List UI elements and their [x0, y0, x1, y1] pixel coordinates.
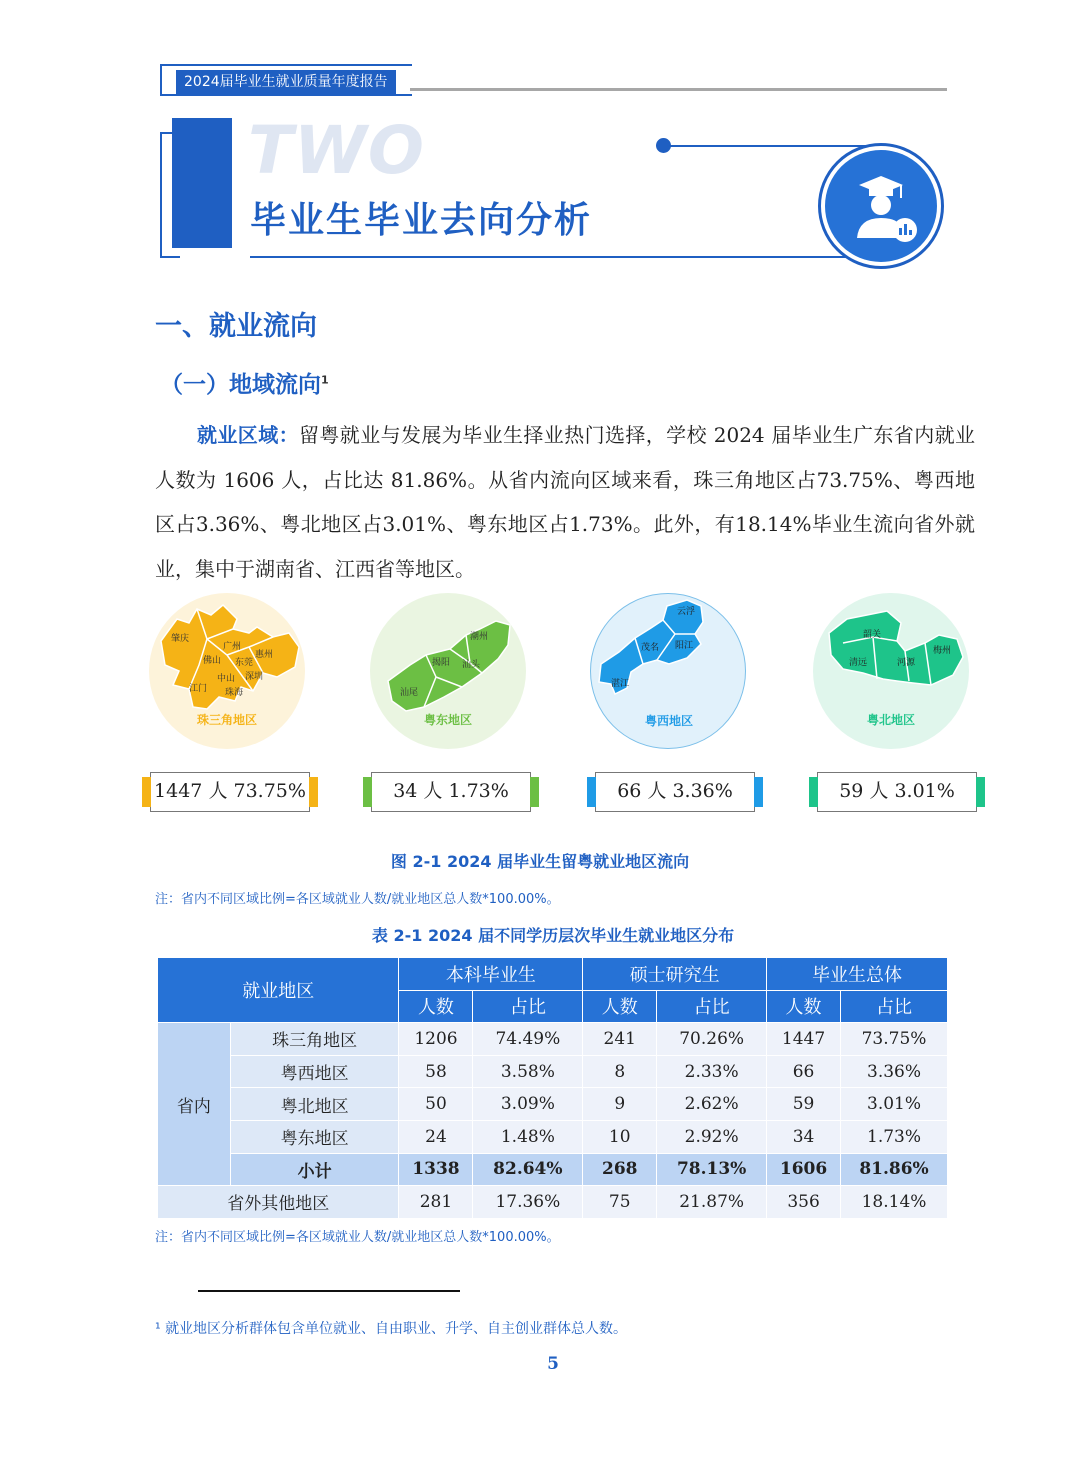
chapter-dot-line — [664, 145, 874, 147]
table-cell: 356 — [767, 1186, 841, 1219]
header-count: 人数 — [399, 990, 473, 1023]
table-cell: 58 — [399, 1055, 473, 1088]
header-ratio: 占比 — [657, 990, 767, 1023]
table-cell: 粤东地区 — [230, 1120, 399, 1153]
chapter-title: 毕业生毕业去向分析 — [250, 200, 593, 241]
table-cell: 小计 — [230, 1153, 399, 1186]
table-cell: 3.36% — [841, 1055, 948, 1088]
table-cell: 18.14% — [841, 1186, 948, 1219]
table-row — [158, 1186, 948, 1219]
city-label: 深圳 — [245, 672, 264, 682]
table-cell: 50 — [399, 1088, 473, 1121]
table-cell: 78.13% — [657, 1153, 767, 1186]
chapter-emblem — [825, 150, 937, 262]
table-cell: 73.75% — [841, 1023, 948, 1056]
stat-value: 66 人 3.36% — [617, 780, 733, 802]
table-cell: 59 — [767, 1088, 841, 1121]
table-cell: 3.01% — [841, 1088, 948, 1121]
city-label: 汕头 — [462, 660, 481, 670]
table-row — [158, 1055, 948, 1088]
city-label: 肇庆 — [171, 634, 190, 644]
header-rule — [410, 88, 947, 91]
map-east-guangdong — [370, 593, 526, 749]
city-label: 河源 — [897, 658, 916, 668]
table-cell: 1338 — [399, 1153, 473, 1186]
figure-note: 注：省内不同区域比例=各区域就业人数/就业地区总人数*100.00%。 — [155, 892, 560, 907]
stat-bracket — [309, 777, 318, 807]
figure-caption: 图 2-1 2024 届毕业生留粤就业地区流向 — [390, 852, 690, 871]
city-label: 广州 — [223, 642, 242, 652]
table-note: 注：省内不同区域比例=各区域就业人数/就业地区总人数*100.00%。 — [155, 1230, 560, 1245]
table-caption: 表 2-1 2024 届不同学历层次毕业生就业地区分布 — [371, 926, 735, 945]
region-distribution-table — [157, 957, 948, 1219]
table-cell: 粤西地区 — [230, 1055, 399, 1088]
city-label: 阳江 — [675, 641, 694, 651]
table-row — [158, 1088, 948, 1121]
map-north-guangdong — [813, 593, 969, 749]
table-cell: 281 — [399, 1186, 473, 1219]
city-label: 汕尾 — [400, 688, 419, 698]
stat-bracket — [809, 777, 818, 807]
stat-box-pearl-river-delta — [150, 772, 310, 812]
table-cell: 1.73% — [841, 1120, 948, 1153]
table-cell: 241 — [583, 1023, 657, 1056]
table-cell: 268 — [583, 1153, 657, 1186]
table-cell: 34 — [767, 1120, 841, 1153]
table-cell: 17.36% — [473, 1186, 583, 1219]
subsection-title: （一）地域流向$^1$ — [160, 372, 329, 398]
city-label: 东莞 — [235, 658, 254, 668]
stat-value: 1447 人 73.75% — [154, 780, 306, 802]
chapter-tag: TWO — [248, 112, 425, 189]
chapter-bar — [172, 118, 232, 248]
header-group: 硕士研究生 — [583, 958, 767, 991]
table-cell: 9 — [583, 1088, 657, 1121]
stat-bracket — [142, 777, 151, 807]
chapter-dot — [656, 138, 671, 153]
footnote: ¹ 就业地区分析群体包含单位就业、自由职业、升学、自主创业群体总人数。 — [155, 1321, 628, 1337]
city-label: 潮州 — [470, 632, 489, 642]
table-cell: 24 — [399, 1120, 473, 1153]
table-cell: 1.48% — [473, 1120, 583, 1153]
stat-box-east-guangdong — [371, 772, 531, 812]
city-label: 湛江 — [611, 679, 630, 689]
header-count: 人数 — [583, 990, 657, 1023]
table-cell: 82.64% — [473, 1153, 583, 1186]
city-label: 揭阳 — [432, 658, 451, 668]
stat-bracket — [587, 777, 596, 807]
header-count: 人数 — [767, 990, 841, 1023]
city-label: 江门 — [189, 684, 208, 694]
table-cell: 81.86% — [841, 1153, 948, 1186]
city-label: 佛山 — [203, 656, 222, 666]
city-label: 梅州 — [933, 646, 952, 656]
table-cell: 2.33% — [657, 1055, 767, 1088]
stat-value: 34 人 1.73% — [393, 780, 509, 802]
stat-box-north-guangdong — [817, 772, 977, 812]
city-label: 清远 — [849, 658, 868, 668]
stat-bracket — [754, 777, 763, 807]
table-row — [158, 1023, 948, 1056]
stat-box-west-guangdong — [595, 772, 755, 812]
table-cell: 3.58% — [473, 1055, 583, 1088]
header-ratio: 占比 — [841, 990, 948, 1023]
footnote-mark: 1 — [321, 373, 329, 387]
stat-value: 59 人 3.01% — [839, 780, 955, 802]
table-row — [158, 1120, 948, 1153]
table-cell: 2.92% — [657, 1120, 767, 1153]
table-cell: 1206 — [399, 1023, 473, 1056]
table-cell: 粤北地区 — [230, 1088, 399, 1121]
header-group: 毕业生总体 — [767, 958, 948, 991]
map-region-label: 粤北地区 — [866, 713, 915, 727]
header-group: 本科毕业生 — [399, 958, 583, 991]
paragraph-lead: 就业区域： — [197, 423, 299, 447]
table-cell: 10 — [583, 1120, 657, 1153]
table-cell: 66 — [767, 1055, 841, 1088]
city-label: 云浮 — [677, 607, 696, 617]
city-label: 珠海 — [225, 688, 244, 698]
table-cell: 8 — [583, 1055, 657, 1088]
table-cell: 70.26% — [657, 1023, 767, 1056]
city-label: 韶关 — [863, 630, 882, 640]
report-title: 2024届毕业生就业质量年度报告 — [176, 70, 396, 94]
map-region-label: 珠三角地区 — [196, 713, 257, 727]
table-cell: 74.49% — [473, 1023, 583, 1056]
stat-bracket — [976, 777, 985, 807]
table-cell: 75 — [583, 1186, 657, 1219]
table-cell: 省外其他地区 — [158, 1186, 399, 1219]
table-cell: 1447 — [767, 1023, 841, 1056]
page-number: 5 — [547, 1354, 559, 1374]
table-cell: 2.62% — [657, 1088, 767, 1121]
table-subtotal-row — [158, 1153, 948, 1186]
table-cell: 3.09% — [473, 1088, 583, 1121]
header-region: 就业地区 — [158, 958, 399, 1023]
graduate-icon — [825, 150, 937, 262]
province-label: 省内 — [158, 1023, 231, 1186]
city-label: 惠州 — [255, 650, 274, 660]
city-label: 中山 — [217, 674, 236, 684]
table-cell: 21.87% — [657, 1186, 767, 1219]
table-cell: 1606 — [767, 1153, 841, 1186]
chapter-underline — [250, 256, 880, 258]
paragraph-body: 留粤就业与发展为毕业生择业热门选择，学校 2024 届毕业生广东省内就业人数为 1606 人，占比达 81.86%。从省内流向区域来看，珠三角地区占73.75%、粤西地区占3.36%、粤北地区占3.01%、粤东地区占1.73%。此外，有18.14%毕业生流向省外就业，集中于湖南省、江西省等地区。 — [155, 423, 975, 581]
section-title: 一、就业流向 — [155, 311, 317, 342]
header-ratio: 占比 — [473, 990, 583, 1023]
stat-bracket — [530, 777, 539, 807]
map-west-guangdong — [590, 593, 746, 749]
map-region-label: 粤东地区 — [423, 713, 472, 727]
city-label: 茂名 — [641, 643, 660, 653]
map-pearl-river-delta — [149, 593, 305, 749]
map-region-label: 粤西地区 — [644, 714, 693, 728]
body-paragraph — [155, 413, 975, 591]
footnote-rule — [198, 1290, 460, 1292]
table-header-row — [158, 958, 948, 991]
stat-bracket — [363, 777, 372, 807]
table-cell: 珠三角地区 — [230, 1023, 399, 1056]
